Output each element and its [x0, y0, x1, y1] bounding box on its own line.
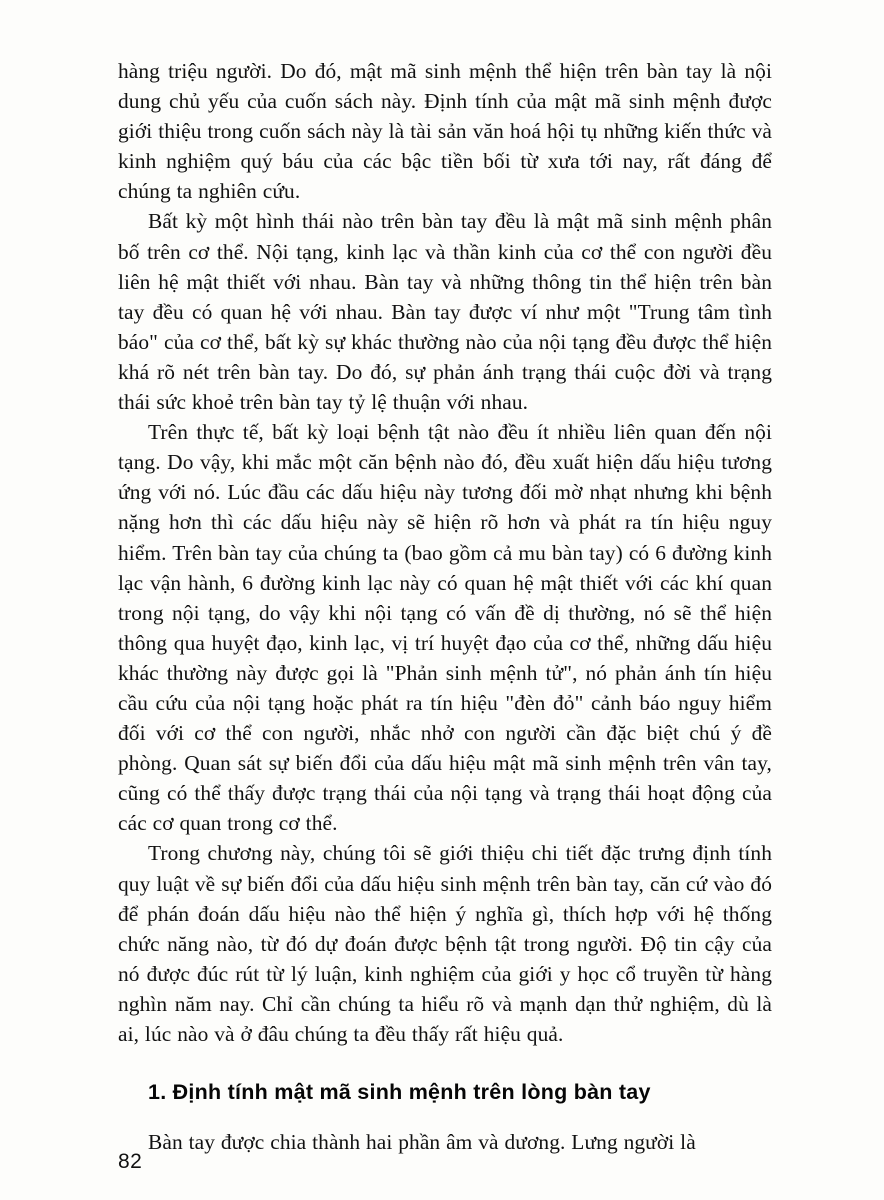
paragraph-1: hàng triệu người. Do đó, mật mã sinh mệnh thể hiện trên bàn tay là nội dung chủ yếu của cuốn sách này. Định tính của mật mã sinh mệnh được giới thiệu trong cuốn sách này là tài sản văn hoá hội tụ những kiến thức và kinh nghiệm quý báu của các bậc tiền bối từ xưa tới nay, rất đáng để chúng ta nghiên cứu.: [118, 59, 772, 204]
page-text-block: [118, 56, 772, 1157]
heading-spacer-top: [118, 1049, 772, 1077]
paragraph-2: Bất kỳ một hình thái nào trên bàn tay đều là mật mã sinh mệnh phân bố trên cơ thể. Nội tạng, kinh lạc và thần kinh của cơ thể con người đều liên hệ mật thiết với nhau. Bàn tay và những thông tin thể hiện trên bàn tay đều có quan hệ với nhau. Bàn tay được ví như một "Trung tâm tình báo" của cơ thể, bất kỳ sự khác thường nào của nội tạng đều được thể hiện khá rõ nét trên bàn tay. Do đó, sự phản ánh trạng thái cuộc đời và trạng thái sức khoẻ trên bàn tay tỷ lệ thuận với nhau.: [118, 209, 772, 415]
heading-spacer-bottom: [118, 1107, 772, 1127]
paragraph-4: Trong chương này, chúng tôi sẽ giới thiệu chi tiết đặc trưng định tính quy luật về sự biến đổi của dấu hiệu sinh mệnh trên bàn tay, căn cứ vào đó để phán đoán dấu hiệu nào thể hiện ý nghĩa gì, thích hợp với hệ thống chức năng nào, từ đó dự đoán được bệnh tật trong người. Độ tin cậy của nó được đúc rút từ lý luận, kinh nghiệm của giới y học cổ truyền từ hàng nghìn năm nay. Chỉ cần chúng ta hiểu rõ và mạnh dạn thử nghiệm, dù là ai, lúc nào và ở đâu chúng ta đều thấy rất hiệu quả.: [118, 841, 772, 1046]
page-number: 82: [118, 1150, 143, 1173]
section-heading-1: 1. Định tính mật mã sinh mệnh trên lòng bàn tay: [148, 1080, 651, 1105]
paragraph-5: Bàn tay được chia thành hai phần âm và dương. Lưng người là: [148, 1130, 696, 1155]
paragraph-3: Trên thực tế, bất kỳ loại bệnh tật nào đều ít nhiều liên quan đến nội tạng. Do vậy, khi mắc một căn bệnh nào đó, đều xuất hiện dấu hiệu tương ứng với nó. Lúc đầu các dấu hiệu này tương đối mờ nhạt nhưng khi bệnh nặng hơn thì các dấu hiệu này sẽ hiện rõ hơn và phát ra tín hiệu nguy hiểm. Trên bàn tay của chúng ta (bao gồm cả mu bàn tay) có 6 đường kinh lạc vận hành, 6 đường kinh lạc này có quan hệ mật thiết với các khí quan trong nội tạng, do vậy khi nội tạng có vấn đề dị thường, nó sẽ thể hiện thông qua huyệt đạo, kinh lạc, vị trí huyệt đạo của cơ thể, những dấu hiệu khác thường này được gọi là "Phản sinh mệnh tử", nó phản ánh tín hiệu cầu cứu của nội tạng hoặc phát ra tín hiệu "đèn đỏ" cảnh báo nguy hiểm đối với cơ thể con người, nhắc nhở con người cần đặc biệt chú ý đề phòng. Quan sát sự biến đổi của dấu hiệu mật mã sinh mệnh trên vân tay, cũng có thể thấy được trạng thái của nội tạng và trạng thái hoạt động của các cơ quan trong cơ thể.: [118, 420, 772, 836]
